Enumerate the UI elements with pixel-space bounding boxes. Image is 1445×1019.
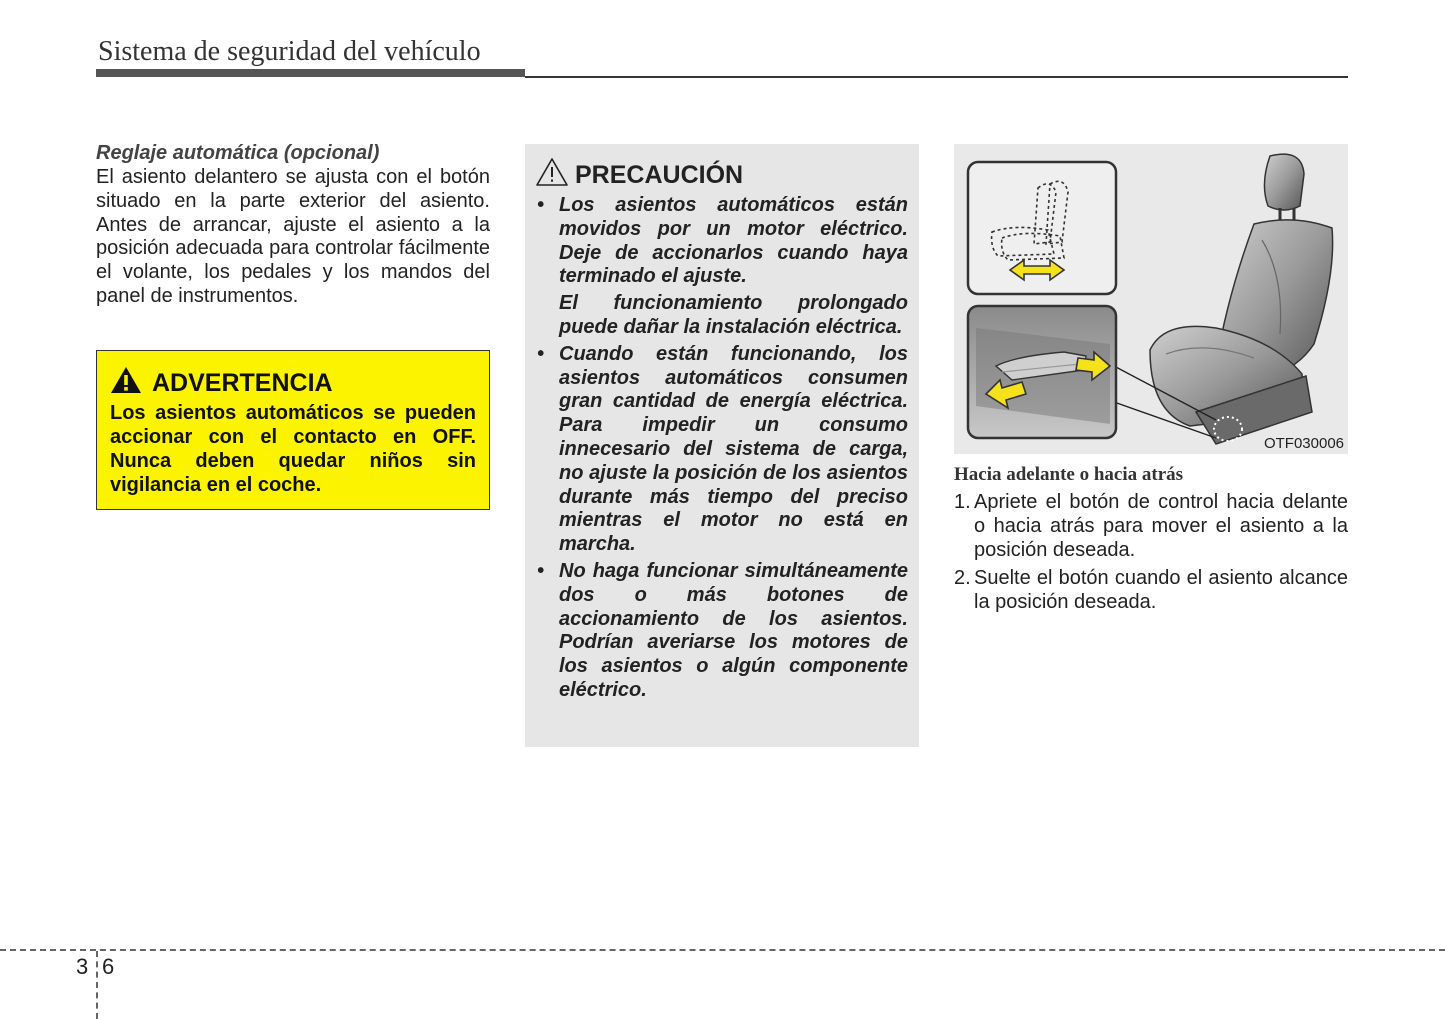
figure-caption-title: Hacia adelante o hacia atrás: [954, 464, 1184, 485]
subheading-power-seat: Reglaje automática (opcional): [96, 142, 380, 164]
warning-box: [96, 350, 490, 510]
bullet: •: [537, 194, 545, 216]
footer-dashed-divider: [96, 951, 98, 1019]
header-rule-thick: [96, 69, 525, 77]
bullet: •: [537, 559, 545, 582]
step-text: Suelte el botón cuando el asiento alcance la posición deseada.: [974, 567, 1348, 613]
bullet: •: [537, 342, 545, 365]
caution-item-text: No haga funcionar simultáneamente dos o más botones de accionamiento de los asientos. Podrían averiarse los motores de los asientos o algún componente eléctrico.: [559, 559, 908, 701]
caution-list: [535, 194, 908, 703]
intro-paragraph: [96, 166, 490, 309]
caution-box: [525, 144, 919, 747]
caution-item: [535, 343, 908, 557]
step-number: 1.: [954, 491, 971, 513]
intro-text: El asiento delantero se ajusta con el botón situado en la parte exterior del asiento. Antes de arrancar, ajuste el asiento a la posición adecuada para controlar fácilmente el volante, los pedales y los mandos del panel de instrumentos.: [96, 166, 490, 307]
caution-title: PRECAUCIÓN: [575, 160, 744, 189]
warning-title: ADVERTENCIA: [152, 368, 333, 397]
left-column: [96, 140, 490, 309]
step-item: [954, 566, 1348, 614]
right-column: [954, 462, 1348, 614]
warning-text: Los asientos automáticos se pueden accionar con el contacto en OFF. Nunca deben quedar niños sin vigilancia en el coche.: [110, 402, 476, 496]
power-seat-illustration: [954, 144, 1348, 454]
header-rule-thin: [525, 76, 1348, 78]
step-text: Apriete el botón de control hacia delante o hacia atrás para mover el asiento a la posición deseada.: [974, 491, 1348, 561]
warning-triangle-icon: [110, 366, 142, 401]
step-item: [954, 490, 1348, 562]
caution-header: [535, 158, 908, 192]
steps-list: [954, 490, 1348, 614]
caution-item-text: El funcionamiento prolongado puede dañar la instalación eléctrica.: [559, 292, 908, 338]
page-number: 6: [102, 954, 115, 979]
footer-dashed-rule: [0, 949, 1445, 951]
section-title: Sistema de seguridad del vehículo: [98, 36, 481, 67]
caution-triangle-icon: [535, 157, 569, 194]
chapter-number: 3: [76, 954, 89, 979]
warning-header: [110, 367, 476, 399]
caution-item: [535, 194, 908, 340]
caution-item-text: Los asientos automáticos están movidos por un motor eléctrico. Deje de accionarlos cuando haya terminado el ajuste.: [559, 194, 908, 288]
caution-item: [535, 560, 908, 703]
seat-adjust-figure: [954, 144, 1348, 454]
figure-code: OTF030006: [1263, 435, 1344, 452]
step-number: 2.: [954, 567, 971, 589]
caution-item-text: Cuando están funcionando, los asientos automáticos consumen gran cantidad de energía eléctrica. Para impedir un consumo innecesario del sistema de carga, no ajuste la posición de los asientos durante más tiempo del preciso mientras el motor no está en marcha.: [559, 342, 908, 556]
